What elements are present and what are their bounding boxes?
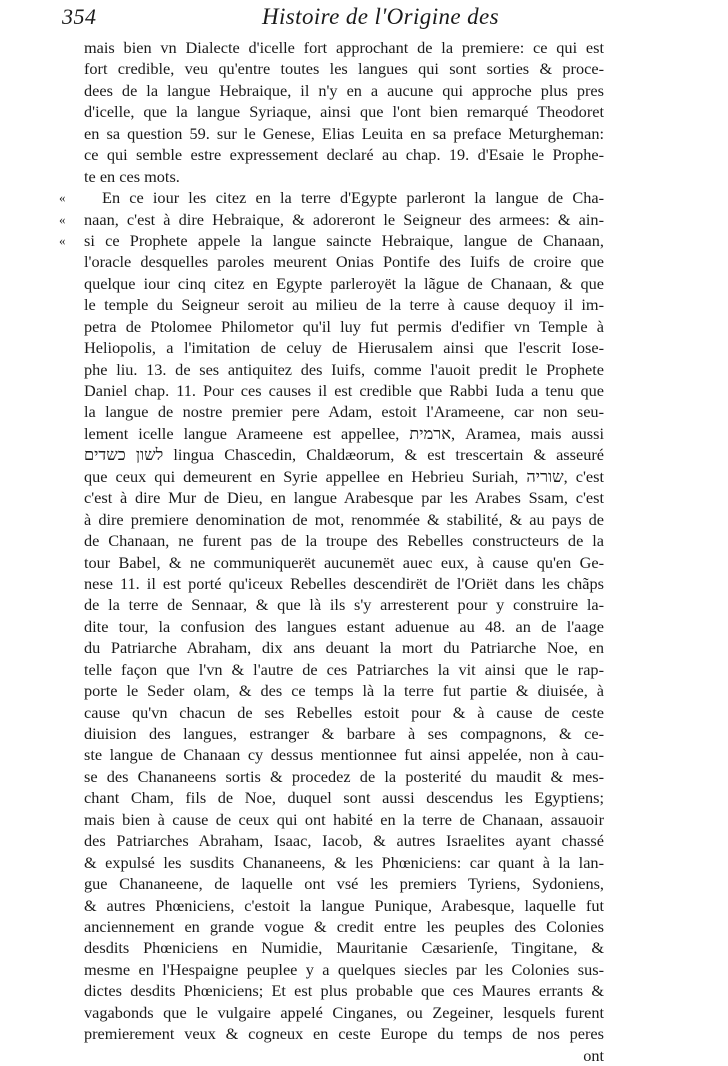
- text-line: [84, 80, 604, 101]
- text-line: [84, 423, 604, 444]
- text-line: [84, 1023, 604, 1044]
- line-text: naan, c'est à dire Hebraique, & adoreront le Seigneur des armees: & ain-: [84, 209, 604, 229]
- text-line: [84, 766, 604, 787]
- line-text: dees de la langue Hebraique, il n'y en a aucune qui approche plus pres: [84, 80, 604, 100]
- line-text: chant Cham, fils de Noe, duquel sont aussi descendus les Egyptiens;: [84, 788, 604, 808]
- line-text: dictes desdits Phœniciens; Et est plus probable que ces Maures errants &: [84, 981, 604, 1001]
- text-line: [84, 616, 604, 637]
- text-line: [84, 530, 604, 551]
- text-line: [84, 852, 604, 873]
- text-line: [84, 980, 604, 1001]
- text-line: [84, 723, 604, 744]
- line-text: du Patriarche Abraham, dix ans deuant la mort du Patriarche Noe, en: [84, 638, 604, 658]
- text-line: [84, 916, 604, 937]
- line-text: phe liu. 13. de ses antiquitez des Iuifs, comme l'auoit predit le Prophete: [84, 359, 604, 379]
- text-line: [84, 144, 604, 165]
- text-line: [84, 37, 604, 58]
- line-text: de la terre de Sennaar, & que là ils s'y arresterent pour y construire la-: [84, 595, 604, 615]
- line-text: mais bien vn Dialecte d'icelle fort approchant de la premiere: ce qui est: [84, 38, 604, 57]
- text-line: [84, 959, 604, 980]
- line-text: & autres Phœniciens, c'estoit la langue Punique, Arabesque, laquelle fut: [84, 895, 604, 915]
- line-text: לשון כשדים lingua Chascedin, Chaldæorum, & est trescertain & asseuré: [84, 445, 604, 465]
- line-text: à dire premiere denomination de mot, renommée & stabilité, & au pays de: [84, 509, 604, 529]
- line-text: se des Chananeens sortis & procedez de la posterité du maudit & mes-: [84, 766, 604, 786]
- line-text: mesme en l'Hespaigne peuplee y a quelques siecles par les Colonies sus-: [84, 959, 604, 979]
- line-text: ste langue de Chanaan cy dessus mentionnee fut ainsi appelée, non à cau-: [84, 745, 604, 765]
- line-text: diuision des langues, estranger & barbare à ses compagnons, & ce-: [84, 724, 604, 743]
- body-text: [59, 37, 604, 1066]
- line-text: petra de Ptolomee Philometor qu'il luy fut permis d'edifier vn Temple à: [84, 316, 604, 336]
- text-line: [59, 209, 604, 230]
- text-line: [84, 294, 604, 315]
- text-line: [84, 380, 604, 401]
- line-text: lement icelle langue Arameene est appellee, ארמית, Aramea, mais aussi: [84, 423, 604, 443]
- line-text: En ce iour les citez en la terre d'Egypte parleront la langue de Cha-: [102, 188, 604, 208]
- running-title: Histoire de l'Origine des: [262, 4, 500, 29]
- line-text: ce qui semble estre expressement declaré au chap. 19. d'Esaie le Prophe-: [84, 145, 604, 165]
- line-text: le temple du Seigneur seroit au milieu de la terre à cause dequoy il im-: [84, 295, 604, 315]
- text-line: [84, 487, 604, 508]
- text-line: [84, 637, 604, 658]
- text-line: [84, 316, 604, 337]
- line-text: des Patriarches Abraham, Isaac, Iacob, & autres Israelites ayant chassé: [84, 831, 604, 851]
- text-line: [84, 251, 604, 272]
- line-text: c'est à dire Mur de Dieu, en langue Arabesque par les Arabes Ssam, c'est: [84, 488, 604, 508]
- quote-marker: «: [59, 190, 66, 206]
- line-text: vagabonds que le vulgaire appelé Cinganes, ou Zegeiner, lesquels furent: [84, 1002, 604, 1022]
- text-line: [84, 809, 604, 830]
- line-text: l'oracle desquelles paroles meurent Onias Pontife des Iuifs de croire que: [84, 252, 604, 272]
- text-line: [84, 594, 604, 615]
- line-text: gue Chananeene, de laquelle ont vsé les premiers Tyriens, Sydoniens,: [84, 874, 604, 894]
- quote-marker: «: [59, 211, 66, 227]
- text-line: [84, 702, 604, 723]
- text-line: [84, 359, 604, 380]
- line-text: anciennement en grande vogue & credit entre les peuples des Colonies: [84, 916, 604, 936]
- text-line: [84, 744, 604, 765]
- text-line: [59, 187, 604, 208]
- line-text: desdits Phœniciens en Numidie, Mauritanie Cæsarienſe, Tingitane, &: [84, 938, 604, 958]
- page-number: 354: [62, 4, 97, 29]
- text-line: [84, 680, 604, 701]
- text-line: [84, 101, 604, 122]
- text-line: [84, 166, 604, 187]
- text-line: [84, 273, 604, 294]
- line-text: cause qu'vn chacun de ses Rebelles estoit pour & à cause de ceste: [84, 702, 604, 722]
- text-line: [84, 337, 604, 358]
- text-line: [84, 830, 604, 851]
- line-text: Daniel chap. 11. Pour ces causes il est credible que Rabbi Iuda a tenu que: [84, 381, 604, 400]
- text-line: [84, 787, 604, 808]
- line-text: porte le Seder olam, & des ce temps là la terre fut partie & diuisée, à: [84, 681, 604, 701]
- text-line: [84, 937, 604, 958]
- line-text: la langue de nostre premier pere Adam, estoit l'Arameene, car non seu-: [84, 402, 604, 422]
- line-text: Heliopolis, a l'imitation de celuy de Hierusalem ainsi que l'escrit Iose-: [84, 338, 604, 358]
- line-text: & expulsé les susdits Chananeens, & les Phœniciens: car quant à la lan-: [84, 852, 604, 872]
- text-line: [84, 123, 604, 144]
- line-text: telle façon que l'vn & l'autre de ces Patriarches la vit ainsi que le rap-: [84, 659, 604, 679]
- quote-marker: «: [59, 232, 66, 248]
- text-line: [84, 401, 604, 422]
- line-text: fort credible, veu qu'entre toutes les langues qui sont sorties & proce-: [84, 59, 604, 79]
- line-text: premierement veux & cogneux en ceste Europe du temps de nos peres: [84, 1024, 604, 1044]
- catchword: ont: [583, 1045, 604, 1065]
- line-text: quelque iour cinq citez en Egypte parleroyët la lãgue de Chanaan, & que: [84, 273, 604, 293]
- line-text: mais bien à cause de ceux qui ont habité en la terre de Chanaan, assauoir: [84, 809, 604, 829]
- line-text: te en ces mots.: [84, 166, 180, 186]
- text-line: [84, 1002, 604, 1023]
- page-header: [62, 4, 662, 34]
- line-text: que ceux qui demeurent en Syrie appellee en Hebrieu Suriah, שוריה, c'est: [84, 466, 604, 486]
- text-line: [84, 509, 604, 530]
- line-text: tour Babel, & ne communiquerët aucunemët auec eux, à cause qu'en Ge-: [84, 552, 604, 572]
- line-text: de Chanaan, ne furent pas de la troupe des Rebelles constructeurs de la: [84, 531, 604, 551]
- line-text: dite tour, la confusion des langues estant aduenue au 48. an de l'aage: [84, 616, 604, 636]
- line-text: d'icelle, que la langue Syriaque, ainsi que l'ont bien remarqué Theodoret: [84, 102, 604, 122]
- text-line: [59, 230, 604, 251]
- text-line: [84, 552, 604, 573]
- text-line: [84, 466, 604, 487]
- line-text: nese 11. il est porté qu'iceux Rebelles descendirët de l'Oriët dans les chãps: [84, 573, 604, 593]
- text-line: [84, 444, 604, 465]
- line-text: si ce Prophete appele la langue saincte Hebraique, langue de Chanaan,: [84, 230, 604, 250]
- line-text: en sa question 59. sur le Genese, Elias Leuita en sa preface Meturgheman:: [84, 123, 604, 143]
- text-line: [84, 573, 604, 594]
- text-line: [84, 873, 604, 894]
- text-line: [84, 659, 604, 680]
- text-line: [84, 895, 604, 916]
- text-line: [84, 58, 604, 79]
